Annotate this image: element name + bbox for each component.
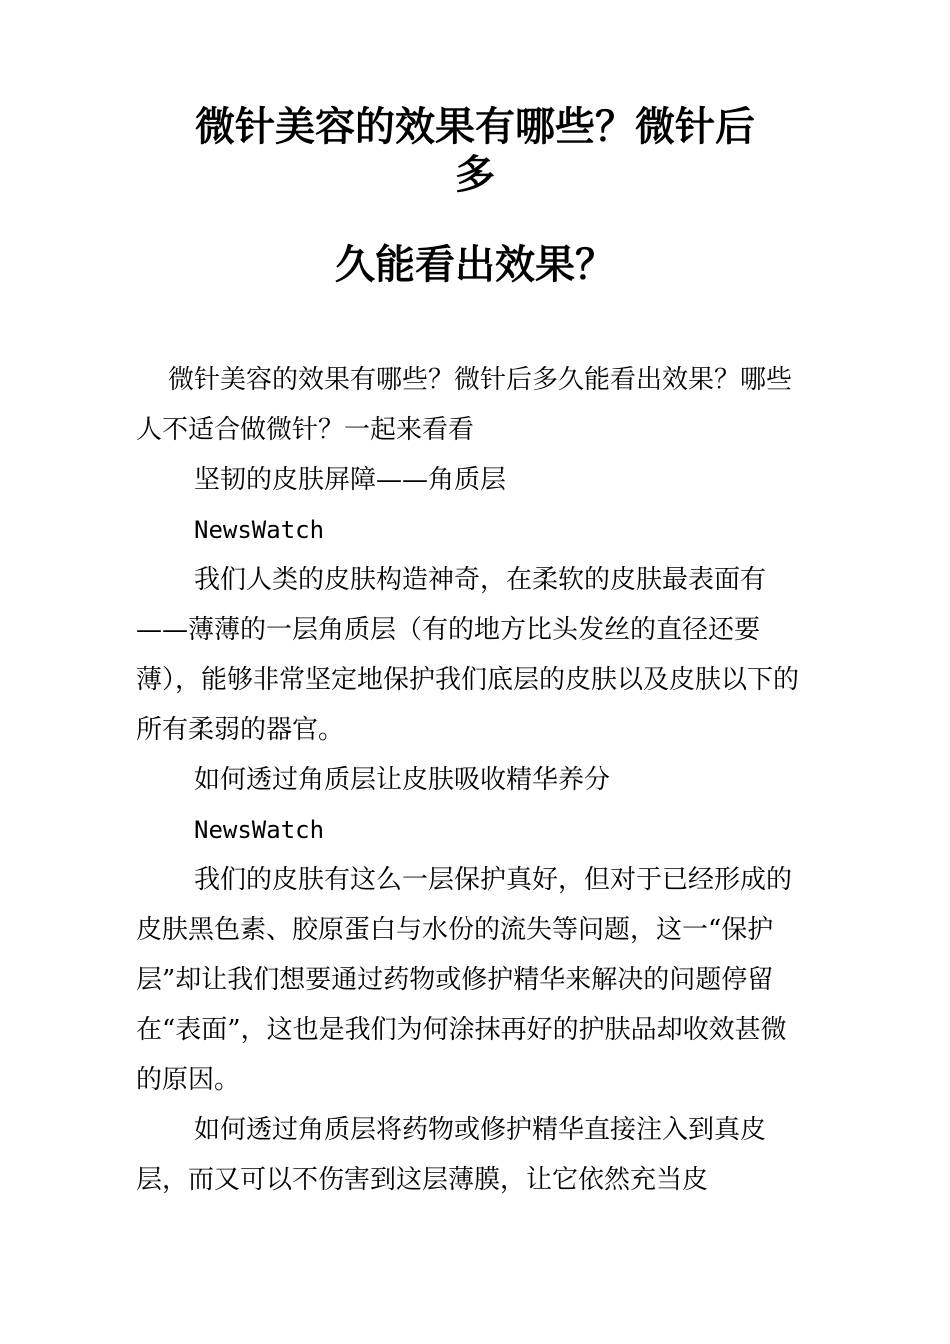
title-line-1: 微针美容的效果有哪些？微针后 xyxy=(195,104,755,150)
intro-paragraph: 微针美容的效果有哪些？微针后多久能看出效果？哪些人不适合做微针？一起来看看 xyxy=(136,365,793,445)
document-title xyxy=(0,103,950,289)
body-paragraph: 我们人类的皮肤构造神奇，在柔软的皮肤最表面有——薄薄的一层角质层（有的地方比头发丝的直径还要薄），能够非常坚定地保护我们底层的皮肤以及皮肤以下的所有柔弱的器官。 xyxy=(136,565,800,745)
source-label: NewsWatch xyxy=(194,516,325,544)
title-line-2: 多 xyxy=(455,152,495,198)
section-heading-absorb-essence: 如何透过角质层让皮肤吸收精华养分 xyxy=(194,765,611,795)
body-paragraph: 如何透过角质层将药物或修护精华直接注入到真皮层，而又可以不伤害到这层薄膜，让它依然充当皮 xyxy=(136,1115,767,1195)
body-paragraph: 我们的皮肤有这么一层保护真好，但对于已经形成的皮肤黑色素、胶原蛋白与水份的流失等问题，这一“保护层”却让我们想要通过药物或修护精华来解决的问题停留在“表面”，这也是我们为何涂抹再好的护肤品却收效甚微的原因。 xyxy=(136,865,793,1095)
section-heading-stratum-corneum: 坚韧的皮肤屏障——角质层 xyxy=(194,465,507,495)
source-label: NewsWatch xyxy=(194,816,325,844)
title-line-3: 久能看出效果？ xyxy=(335,242,615,288)
document-body xyxy=(136,355,816,1205)
